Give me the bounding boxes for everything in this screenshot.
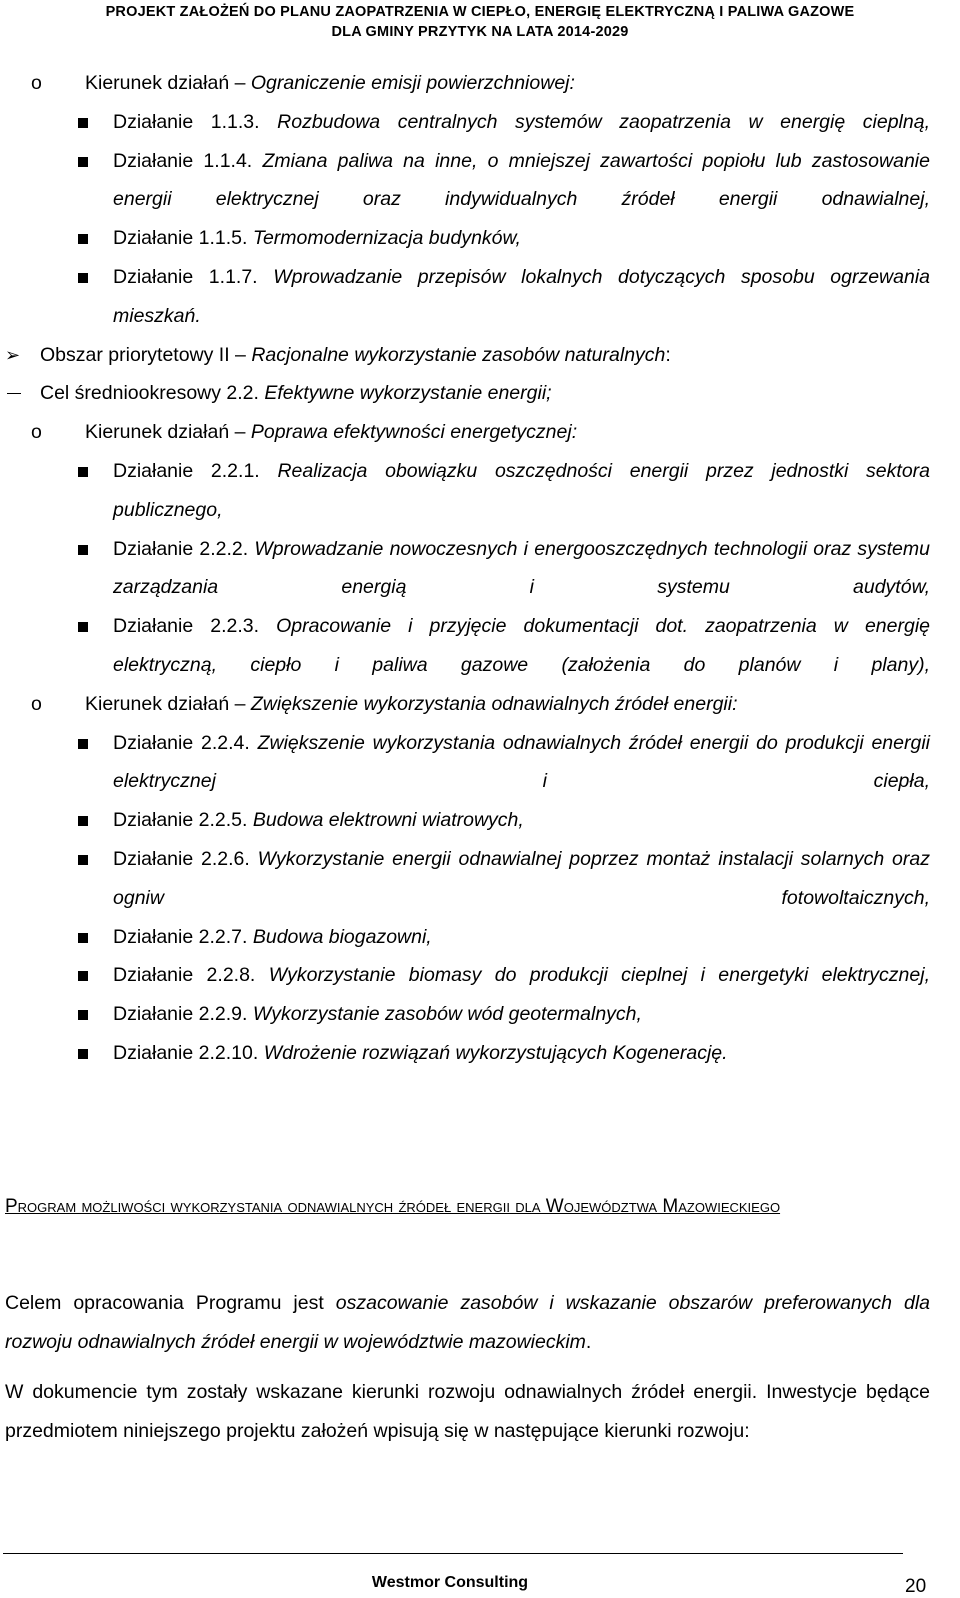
list-item-prefix: Kierunek działań – <box>85 692 251 715</box>
list-item-prefix: Kierunek działań – <box>85 421 251 444</box>
page-header <box>0 2 960 42</box>
list-item <box>5 724 930 802</box>
list-item-prefix: Cel średniookresowy 2.2. <box>40 382 265 405</box>
list-item-prefix: Działanie 2.2.2. <box>113 537 255 560</box>
list-item-text <box>85 72 575 94</box>
list-item-title: Wykorzystanie biomasy do produkcji cieplnej i energetyki elektrycznej, <box>268 964 930 987</box>
list-item-suffix: : <box>665 343 671 366</box>
list-item <box>5 142 930 220</box>
arrow-bullet-icon: ➢ <box>5 344 21 365</box>
list-item-prefix: Działanie 2.2.9. <box>113 1003 253 1026</box>
square-bullet-icon <box>78 273 88 283</box>
list-item-text <box>113 227 521 249</box>
circle-bullet-icon: o <box>31 72 42 94</box>
list-item-prefix: Działanie 2.2.7. <box>113 925 253 948</box>
header-title-line-1: PROJEKT ZAŁOŻEŃ DO PLANU ZAOPATRZENIA W CIEPŁO, ENERGIĘ ELEKTRYCZNĄ I PALIWA GAZOWE <box>105 4 855 20</box>
list-item-title: Zwiększenie wykorzystania odnawialnych źródeł energii: <box>250 692 738 715</box>
list-item <box>5 374 930 413</box>
list-item-text <box>113 111 930 133</box>
list-item-text <box>113 1042 728 1064</box>
list-item-prefix: Działanie 1.1.3. <box>113 110 278 133</box>
square-bullet-icon <box>78 234 88 244</box>
footer-company-name: Westmor Consulting <box>371 1574 529 1591</box>
list-item-title: Wprowadzanie przepisów lokalnych dotyczących sposobu ogrzewania mieszkań. <box>113 265 930 327</box>
list-item <box>5 685 930 724</box>
square-bullet-icon <box>78 816 88 826</box>
footer-divider <box>3 1553 903 1554</box>
list-item-text <box>85 693 738 715</box>
list-item-prefix: Działanie 2.2.8. <box>113 964 269 987</box>
list-item-prefix: Działanie 1.1.5. <box>113 227 253 250</box>
header-title-line-2: DLA GMINY PRZYTYK NA LATA 2014-2029 <box>331 24 629 40</box>
list-item-title: Wprowadzanie nowoczesnych i energooszczędnych technologii oraz systemu zarządzania energią i systemu audytów, <box>113 537 930 599</box>
list-item-title: Wdrożenie rozwiązań wykorzystujących Kogenerację. <box>263 1041 728 1064</box>
square-bullet-icon <box>78 739 88 749</box>
square-bullet-icon <box>78 933 88 943</box>
list-item-title: Wykorzystanie energii odnawialnej poprzez montaż instalacji solarnych oraz ogniw fotowoltaicznych, <box>113 847 930 909</box>
list-item <box>5 1034 930 1073</box>
square-bullet-icon <box>78 1010 88 1020</box>
list-item-title: Rozbudowa centralnych systemów zaopatrzenia w energię cieplną, <box>277 110 930 133</box>
list-item <box>5 995 930 1034</box>
paragraph-directions: W dokumencie tym zostały wskazane kierunki rozwoju odnawialnych źródeł energii. Inwestycje będące przedmiotem niniejszego projektu założeń wpisują się w następujące kierunki rozwoju: <box>5 1381 930 1442</box>
list-item <box>5 801 930 840</box>
paragraph-program-goal-start: Celem opracowania Programu jest <box>5 1292 336 1314</box>
paragraph-program-goal-end: . <box>585 1330 592 1353</box>
square-bullet-icon <box>78 118 88 128</box>
list-item-text <box>113 964 930 986</box>
list-item-text <box>113 150 930 211</box>
square-bullet-icon <box>78 971 88 981</box>
list-item <box>5 336 930 375</box>
section-heading: Program możliwości wykorzystania odnawialnych źródeł energii dla Województwa Mazowieckiego <box>5 1196 781 1217</box>
list-item-title: Ograniczenie emisji powierzchniowej: <box>250 72 575 94</box>
list-item-title: Racjonalne wykorzystanie zasobów naturalnych <box>251 343 666 366</box>
list-item-title: Budowa elektrowni wiatrowych, <box>252 809 524 832</box>
list-item-title: Budowa biogazowni, <box>252 925 432 948</box>
list-item-title: Poprawa efektywności energetycznej: <box>250 421 578 444</box>
list-item-text <box>113 538 930 599</box>
list-item <box>5 103 930 142</box>
dash-bullet-icon <box>7 393 21 394</box>
list-item <box>5 219 930 258</box>
list-item-text <box>113 732 930 793</box>
list-item-title: Realizacja obowiązku oszczędności energii przez jednostki sektora publicznego, <box>113 459 930 521</box>
list-item <box>5 956 930 995</box>
list-item-text <box>113 615 930 676</box>
list-item-text <box>85 421 577 443</box>
list-item-title: Efektywne wykorzystanie energii; <box>264 382 552 405</box>
list-item-prefix: Działanie 2.2.6. <box>113 847 258 870</box>
list-item-text <box>113 926 432 948</box>
list-item-prefix: Działanie 2.2.3. <box>113 615 277 638</box>
list-item <box>5 413 930 452</box>
list-item-text <box>113 809 524 831</box>
list-item <box>5 64 930 103</box>
list-item <box>5 452 930 530</box>
list-item-title: Zmiana paliwa na inne, o mniejszej zawartości popiołu lub zastosowanie energii elektrycznej oraz indywidualnych źródeł energii odnawialnej, <box>113 149 930 211</box>
paragraph-program-goal <box>5 1284 930 1362</box>
list-item-prefix: Działanie 2.2.4. <box>113 731 258 754</box>
list-item-text <box>113 266 930 327</box>
list-item-prefix: Działanie 1.1.7. <box>113 265 274 288</box>
list-item-text <box>40 344 671 366</box>
list-item-prefix: Działanie 1.1.4. <box>113 149 263 172</box>
list-item-title: Termomodernizacja budynków, <box>252 227 521 250</box>
list-item <box>5 840 930 918</box>
list-item-title: Opracowanie i przyjęcie dokumentacji dot. zaopatrzenia w energię elektryczną, ciepło i paliwa gazowe (założenia do planów i plany), <box>113 615 930 676</box>
list-item-text <box>113 848 930 909</box>
list-item-text <box>40 382 552 404</box>
list-item-title: Wykorzystanie zasobów wód geotermalnych, <box>252 1003 642 1026</box>
list-item <box>5 530 930 608</box>
square-bullet-icon <box>78 157 88 167</box>
list-item-prefix: Działanie 2.2.10. <box>113 1041 264 1064</box>
action-list <box>5 64 930 1073</box>
list-item <box>5 258 930 336</box>
square-bullet-icon <box>78 545 88 555</box>
list-item <box>5 607 930 685</box>
paragraph-program-goal-italic: oszacowanie zasobów i wskazanie obszarów preferowanych dla rozwoju odnawialnych źródeł energii w województwie mazowieckim <box>5 1292 930 1353</box>
list-item <box>5 918 930 957</box>
square-bullet-icon <box>78 855 88 865</box>
list-item-prefix: Działanie 2.2.5. <box>113 809 253 832</box>
square-bullet-icon <box>78 622 88 632</box>
list-item-prefix: Obszar priorytetowy II – <box>40 343 252 366</box>
page-number: 20 <box>905 1576 927 1597</box>
circle-bullet-icon: o <box>31 692 42 715</box>
square-bullet-icon <box>78 467 88 477</box>
list-item-text <box>113 460 930 521</box>
circle-bullet-icon: o <box>31 421 42 444</box>
list-item-title: Zwiększenie wykorzystania odnawialnych źródeł energii do produkcji energii elektrycznej i ciepła, <box>113 731 930 793</box>
square-bullet-icon <box>78 1049 88 1059</box>
list-item-text <box>113 1003 642 1025</box>
list-item-prefix: Kierunek działań – <box>85 72 251 94</box>
list-item-prefix: Działanie 2.2.1. <box>113 459 278 482</box>
